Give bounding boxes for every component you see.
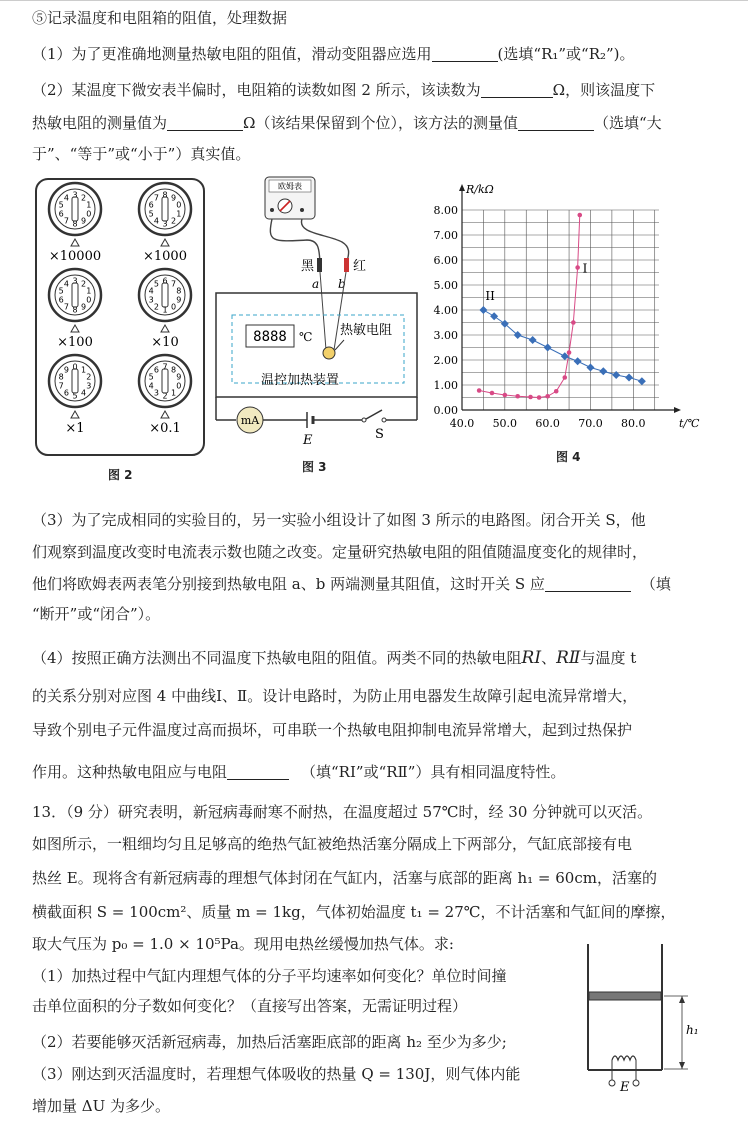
dial-digit: 5: [72, 391, 78, 401]
cylinder-diagram: [576, 942, 706, 1102]
data-point: [490, 312, 498, 320]
q2-text-d: Ω（该结果保留到个位），该方法的测量值: [243, 114, 518, 132]
dial-digit: 9: [80, 216, 87, 226]
data-point: [625, 374, 633, 382]
q4-line4: [32, 762, 722, 782]
dial-digit: 7: [63, 216, 70, 226]
dial-digit: 3: [148, 295, 154, 305]
r1-symbol: RⅠ: [521, 648, 542, 668]
dial-digit: 2: [80, 193, 87, 203]
data-point: [586, 364, 594, 372]
dial-digit: 8: [58, 372, 64, 382]
dial-digit: 7: [153, 193, 160, 203]
x-tick-label: 80.0: [621, 417, 646, 430]
data-point: [477, 388, 482, 393]
dial-digit: 9: [176, 372, 182, 382]
dial-digit: 0: [86, 295, 92, 305]
dial-digit: 7: [170, 279, 177, 289]
q2-blank-value[interactable]: [167, 114, 243, 131]
temp-display-digits: 8888: [253, 329, 287, 345]
q13-line1: 13．（9 分）研究表明，新冠病毒耐寒不耐热，在温度超过 57℃时，经 30 分钟就可以灭活。: [32, 803, 653, 821]
thermistor-label: 热敏电阻: [340, 323, 393, 338]
q4-text-d: （填“RⅠ”或“RⅡ”）具有相同温度特性。: [301, 763, 566, 781]
dial-digit: 9: [63, 365, 70, 375]
q4-text-c: 作用。这种热敏电阻应与电阻: [32, 763, 228, 781]
y-tick-label: 8.00: [433, 204, 458, 217]
q2-text-e: （选填“大: [593, 114, 662, 132]
dial-multiplier-label: ×1000: [143, 249, 187, 264]
question-2-line3: 于”、“等于”或“小于”）真实值。: [32, 145, 251, 163]
dial-digit: 8: [162, 190, 168, 200]
q3-line4: “断开”或“闭合”）。: [32, 605, 161, 623]
terminal-b: b: [338, 277, 346, 291]
y-axis-label: R/kΩ: [466, 183, 494, 196]
data-point: [575, 265, 580, 270]
q2-blank-reading[interactable]: [481, 81, 553, 98]
dial-multiplier-label: ×1: [65, 421, 85, 436]
q1-text: （1）为了更准确地测量热敏电阻的阻值，滑动变阻器应选用: [32, 45, 432, 63]
dial-digit: 0: [176, 381, 182, 391]
data-point: [479, 306, 487, 314]
chart-marks: [477, 213, 646, 400]
piston: [589, 992, 661, 1000]
dial-digit: 4: [63, 279, 70, 289]
dial-digit: 5: [58, 200, 64, 210]
data-point: [638, 377, 646, 385]
top-border: [0, 0, 748, 1]
dial-digit: 2: [86, 372, 92, 382]
dial-digit: 1: [170, 388, 177, 398]
dial-digit: 2: [170, 216, 177, 226]
data-point: [599, 367, 607, 375]
dial-digit: 8: [72, 305, 78, 315]
h1-label: h₁: [686, 1023, 699, 1037]
dial-digit: 1: [176, 209, 182, 219]
y-tick-label: 7.00: [433, 229, 458, 242]
milliammeter-label: mA: [240, 414, 260, 427]
y-tick-label: 3.00: [433, 329, 458, 342]
q3-line3: [32, 574, 722, 594]
y-tick-label: 5.00: [433, 279, 458, 292]
celsius-unit: ℃: [299, 330, 313, 344]
q1-blank[interactable]: [432, 45, 498, 62]
q3-line2: 们观察到温度改变时电流表示数也随之改变。定量研究热敏电阻的阻值随温度变化的规律时，: [32, 543, 648, 561]
dial-digit: 0: [170, 302, 177, 312]
q4-line1: [32, 648, 722, 668]
dial-digit: 3: [153, 388, 160, 398]
heater-label: 温控加热装置: [261, 373, 340, 388]
dial-digit: 1: [86, 286, 92, 296]
x-axis-label: t/℃: [679, 417, 700, 430]
figure-3-circuit: [212, 172, 422, 452]
q2-text-c: 热敏电阻的测量值为: [32, 114, 168, 132]
dial-digit: 7: [63, 302, 70, 312]
data-point: [562, 375, 567, 380]
chart-axes: [434, 183, 701, 430]
dial-digit: 9: [80, 302, 87, 312]
dial-digit: 4: [80, 388, 87, 398]
figure-2-resistance-box: [35, 178, 205, 460]
q3-line1: （3）为了完成相同的实验目的，另一实验小组设计了如图 3 所示的电路图。闭合开关 S，他: [32, 511, 646, 529]
data-point: [490, 391, 495, 396]
dial-digit: 4: [148, 381, 154, 391]
dial-digit: 9: [176, 295, 182, 305]
x-tick-label: 50.0: [492, 417, 518, 430]
data-point: [528, 395, 533, 400]
dial-multiplier-label: ×0.1: [149, 421, 181, 436]
dial-1: [49, 183, 101, 264]
dial-digit: 0: [72, 362, 78, 372]
q13-sub2: （2）若要能够灭活新冠病毒，加热后活塞距底部的距离 h₂ 至少为多少;: [32, 1033, 507, 1051]
data-point: [503, 393, 508, 398]
data-point: [529, 336, 537, 344]
question-1: [32, 44, 722, 64]
dial-digit: 8: [170, 365, 177, 375]
dial-digit: 9: [170, 193, 177, 203]
q2-text: （2）某温度下微安表半偏时，电阻箱的读数如图 2 所示，该读数为: [32, 81, 481, 99]
dial-digit: 5: [153, 279, 160, 289]
data-point: [545, 394, 550, 399]
r2-symbol: RⅡ: [556, 648, 581, 668]
q3-text-b: （填: [640, 575, 671, 593]
dial-digit: 8: [72, 219, 78, 229]
ohmmeter: [265, 177, 315, 219]
series-I-line: [479, 215, 580, 398]
dial-multiplier-label: ×10: [151, 335, 179, 350]
figure-4-chart: [420, 182, 720, 442]
dial-digit: 2: [162, 391, 168, 401]
figure-3-caption: 图 3: [302, 460, 327, 474]
black-probe: [317, 258, 322, 272]
series-I-label: I: [582, 261, 588, 276]
dial-digit: 7: [58, 381, 64, 391]
black-label: 黑: [301, 259, 315, 274]
terminal-a: a: [312, 277, 320, 291]
x-tick-label: 40.0: [449, 417, 475, 430]
data-point: [567, 350, 572, 355]
dial-digit: 1: [80, 365, 87, 375]
dial-digit: 3: [72, 276, 78, 286]
q13-sub1-a: （1）加热过程中气缸内理想气体的分子平均速率如何变化？单位时间撞: [32, 967, 507, 985]
data-point: [537, 395, 542, 400]
q4-line3: 导致个别电子元件温度过高而损坏，可串联一个热敏电阻抑制电流异常增大，起到过热保护: [32, 721, 633, 739]
figure-4-caption: 图 4: [556, 450, 581, 464]
dial-digit: 5: [148, 209, 154, 219]
dial-digit: 3: [86, 381, 92, 391]
data-point: [515, 394, 520, 399]
dial-digit: 6: [58, 295, 64, 305]
q2-text-b: Ω，则该温度下: [552, 81, 656, 99]
dial-multiplier-label: ×10000: [48, 249, 102, 264]
dial-digit: 2: [153, 302, 160, 312]
switch: [366, 410, 382, 419]
thermistor-bead: [323, 347, 335, 359]
series-II-label: II: [485, 289, 495, 303]
q3-blank[interactable]: [545, 575, 631, 592]
q13-line4: 横截面积 S = 100cm²、质量 m = 1kg，气体初始温度 t₁ = 27℃，不计活塞和气缸间的摩擦，: [32, 903, 676, 921]
dial-digit: 0: [176, 200, 182, 210]
heating-coil: [612, 1056, 636, 1060]
emf-label: E: [303, 433, 313, 448]
q13-sub3-a: （3）刚达到灭活温度时，若理想气体吸收的热量 Q = 130J，则气体内能: [32, 1065, 521, 1083]
dial-2: [139, 183, 191, 264]
y-tick-label: 0.00: [433, 404, 458, 417]
x-tick-label: 60.0: [535, 417, 560, 430]
dial-digit: 1: [86, 200, 92, 210]
dial-digit: 5: [58, 286, 64, 296]
dial-digit: 4: [63, 193, 70, 203]
q1-text-end: (选填“R₁”或“R₂”)。: [497, 45, 635, 63]
red-label: 红: [353, 259, 367, 274]
dial-digit: 4: [153, 216, 160, 226]
dial-digit: 2: [80, 279, 87, 289]
y-tick-label: 4.00: [433, 304, 458, 317]
dial-digit: 8: [176, 286, 182, 296]
question-2-line1: [32, 80, 722, 100]
step5-text: ⑤记录温度和电阻箱的阻值，处理数据: [32, 9, 288, 27]
y-tick-label: 6.00: [433, 254, 458, 267]
question-2-line2: [32, 113, 722, 133]
data-point: [554, 389, 559, 394]
q2-blank-compare[interactable]: [518, 114, 594, 131]
ohmmeter-label: 欧姆表: [278, 182, 302, 191]
dial-digit: 6: [153, 365, 160, 375]
q13-line5: 取大气压为 p₀ = 1.0 × 10⁵Pa。现用电热丝缓慢加热气体。求:: [32, 935, 454, 953]
q4-sep: 、: [541, 649, 557, 667]
red-probe: [344, 258, 349, 272]
q4-blank[interactable]: [227, 763, 289, 780]
data-point: [577, 213, 582, 218]
data-point: [574, 357, 582, 365]
q13-line2: 如图所示，一粗细均匀且足够高的绝热气缸被绝热活塞分隔成上下两部分，气缸底部接有电: [32, 835, 633, 853]
dial-digit: 0: [86, 209, 92, 219]
data-point: [571, 320, 576, 325]
q13-line3: 热丝 E。现将含有新冠病毒的理想气体封闭在气缸内，活塞与底部的距离 h₁ = 60cm，活塞的: [32, 869, 657, 887]
series-II-line: [483, 310, 641, 381]
q4-line2: 的关系分别对应图 4 中曲线Ⅰ、Ⅱ。设计电路时，为防止用电器发生故障引起电流异常增大，: [32, 687, 638, 705]
q4-text-b: 与温度 t: [580, 649, 637, 667]
dial-digit: 6: [63, 388, 70, 398]
data-point: [544, 344, 552, 352]
x-tick-label: 70.0: [578, 417, 603, 430]
dial-digit: 1: [162, 305, 168, 315]
q4-text: （4）按照正确方法测出不同温度下热敏电阻的阻值。两类不同的热敏电阻: [32, 649, 522, 667]
y-tick-label: 2.00: [433, 354, 458, 367]
switch-label: S: [375, 427, 384, 442]
q3-text: 他们将欧姆表两表笔分别接到热敏电阻 a、b 两端测量其阻值，这时开关 S 应: [32, 575, 545, 593]
q13-sub1-b: 击单位面积的分子数如何变化？（直接写出答案，无需证明过程）: [32, 997, 468, 1015]
dial-digit: 5: [148, 372, 154, 382]
dial-digit: 7: [162, 362, 168, 372]
dial-digit: 6: [162, 276, 168, 286]
dial-digit: 3: [72, 190, 78, 200]
dial-digit: 4: [148, 286, 154, 296]
figure-2-caption: 图 2: [108, 468, 133, 482]
dial-multiplier-label: ×100: [57, 335, 93, 350]
dial-digit: 6: [58, 209, 64, 219]
heater-e-label: E: [620, 1080, 630, 1095]
q13-sub3-b: 增加量 ΔU 为多少。: [32, 1097, 171, 1115]
y-tick-label: 1.00: [433, 379, 458, 392]
dial-digit: 6: [148, 200, 154, 210]
dial-digit: 3: [162, 219, 168, 229]
